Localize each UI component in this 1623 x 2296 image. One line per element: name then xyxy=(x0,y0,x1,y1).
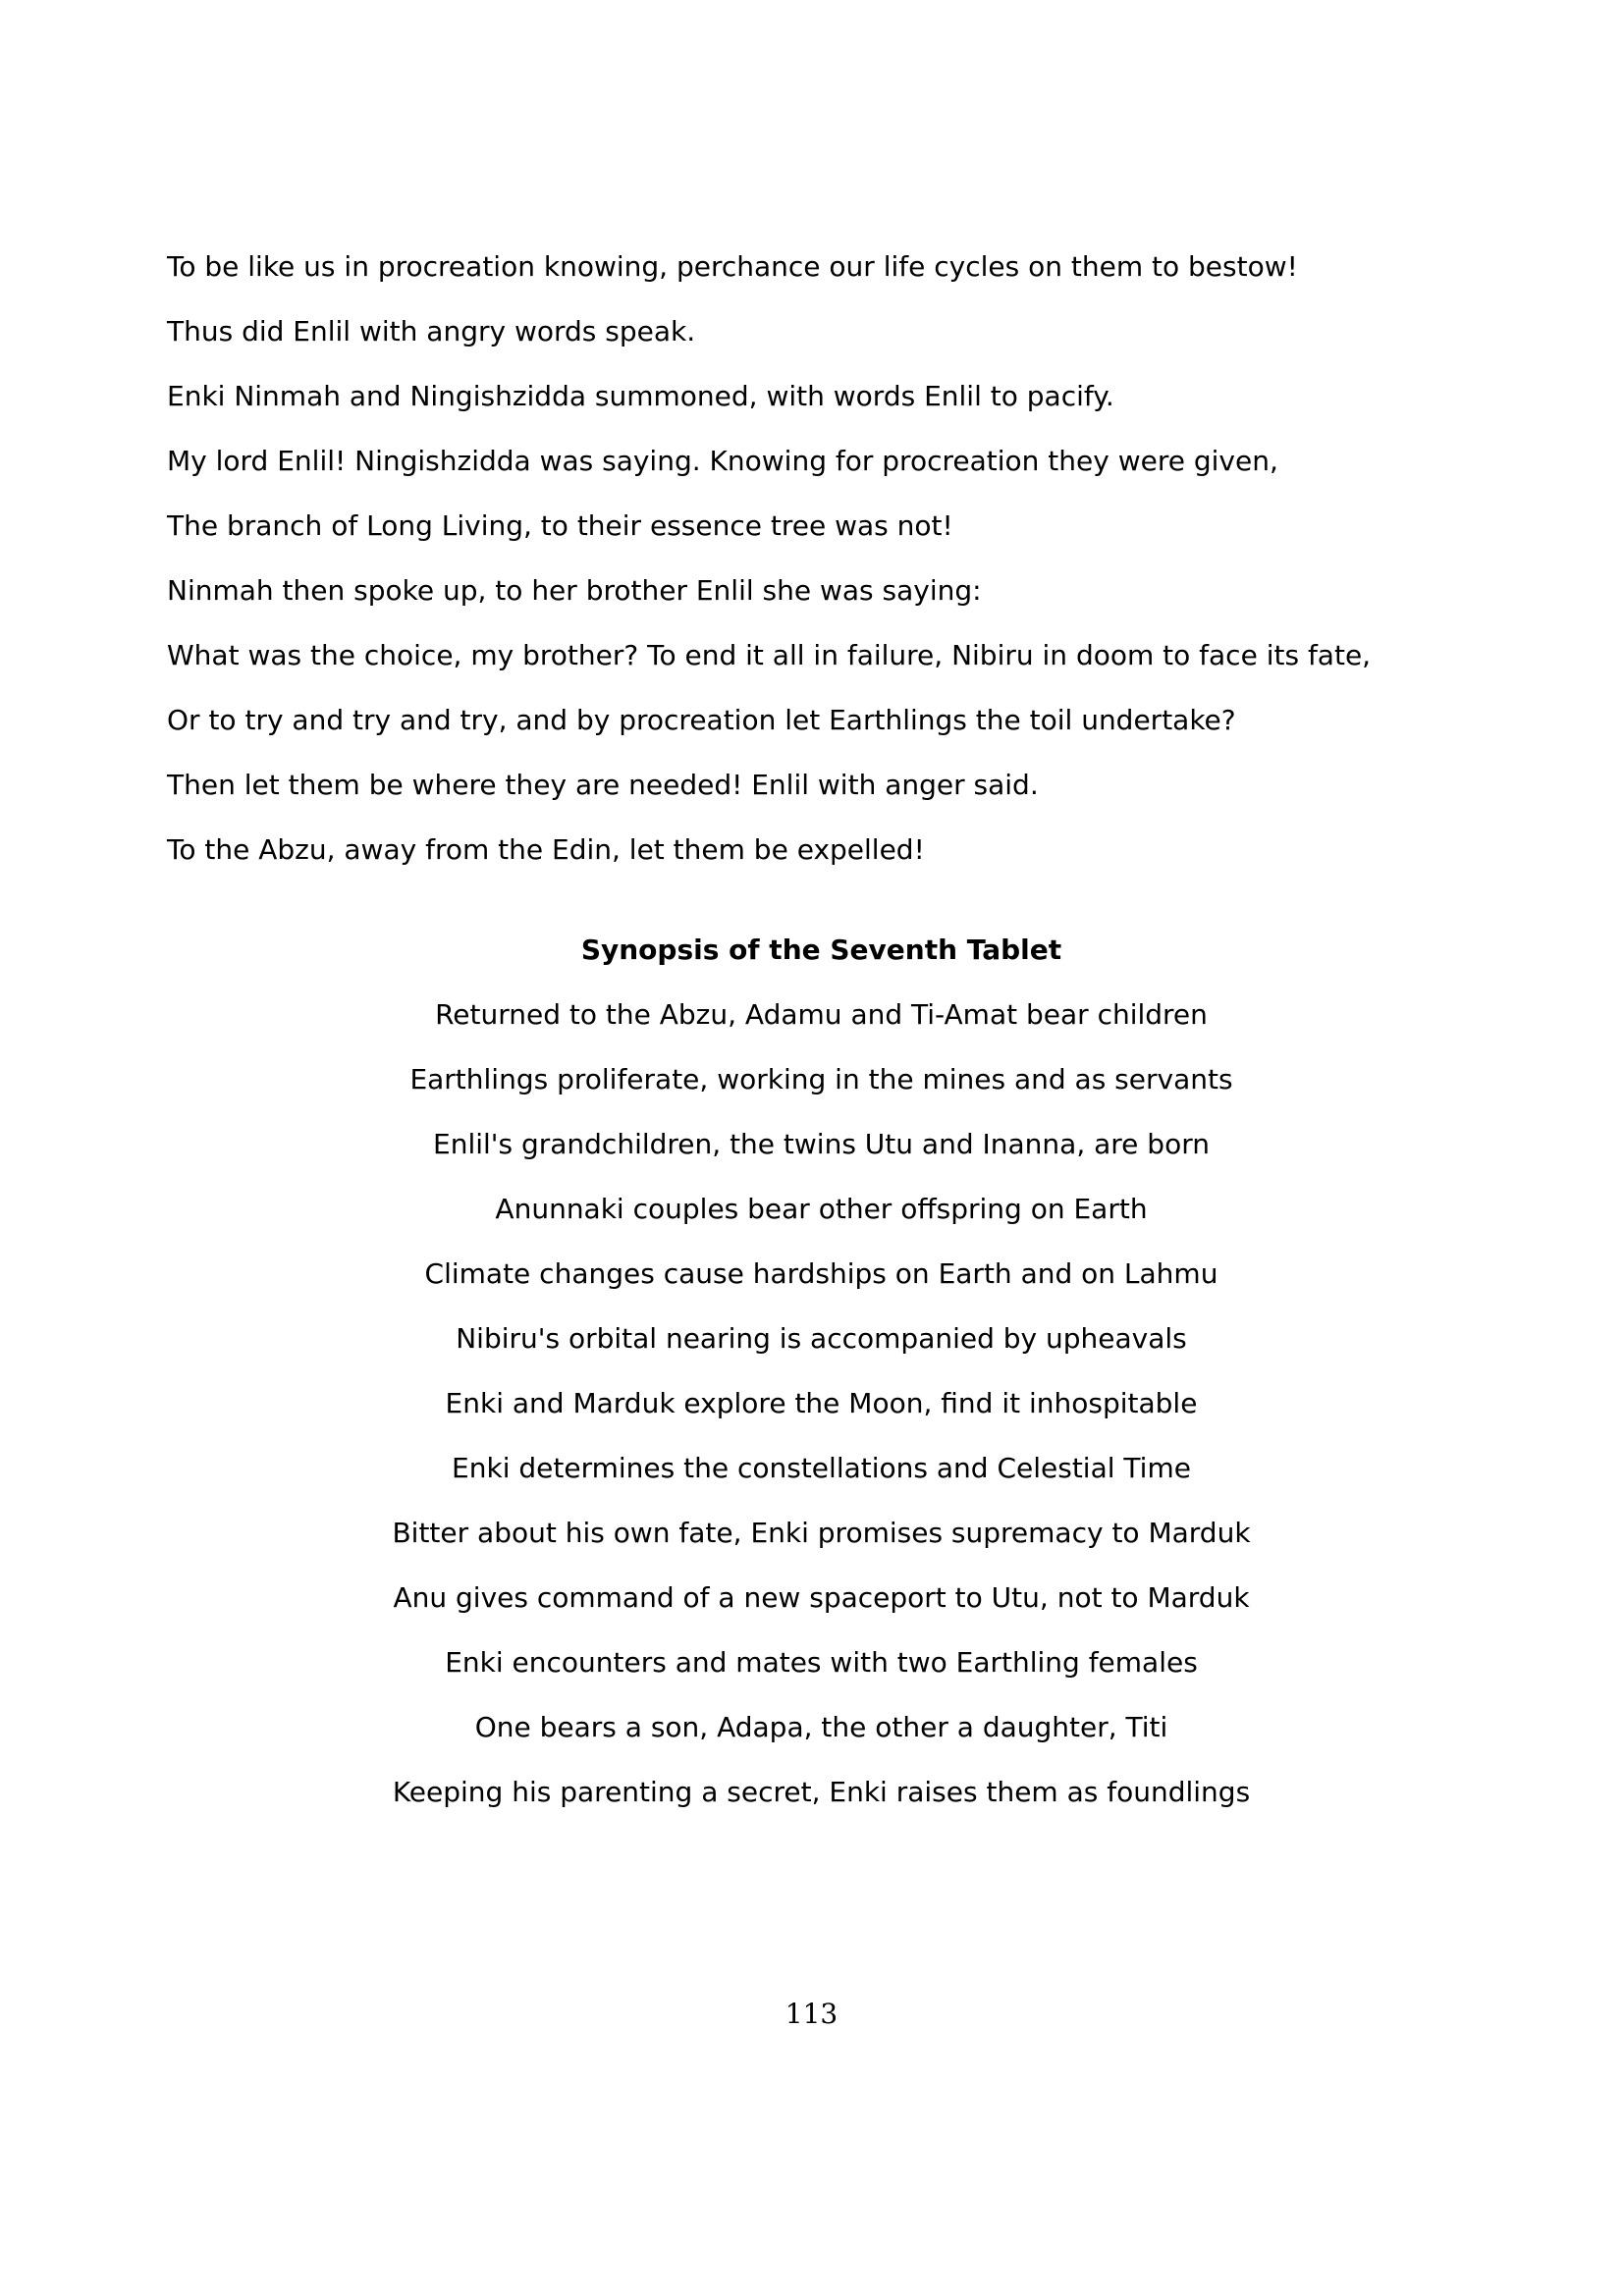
verse-line: The branch of Long Living, to their essence tree was not! xyxy=(167,509,953,542)
synopsis-item: Bitter about his own fate, Enki promises supremacy to Marduk xyxy=(392,1517,1251,1549)
synopsis-heading: Synopsis of the Seventh Tablet xyxy=(580,934,1062,966)
verse-line: Enki Ninmah and Ningishzidda summoned, with words Enlil to pacify. xyxy=(167,380,1114,412)
synopsis-item: Enki and Marduk explore the Moon, find it inhospitable xyxy=(445,1387,1198,1419)
verse-text xyxy=(167,247,1502,895)
synopsis-item: One bears a son, Adapa, the other a daughter, Titi xyxy=(474,1711,1168,1743)
verse-line: Or to try and try and try, and by procreation let Earthlings the toil undertake? xyxy=(167,704,1236,736)
synopsis-item: Enki determines the constellations and Celestial Time xyxy=(452,1452,1191,1484)
synopsis-item: Nibiru's orbital nearing is accompanied by upheavals xyxy=(456,1322,1187,1355)
verse-line: Then let them be where they are needed! Enlil with anger said. xyxy=(167,769,1039,801)
synopsis-item: Keeping his parenting a secret, Enki raises them as foundlings xyxy=(392,1776,1251,1808)
verse-line: To be like us in procreation knowing, perchance our life cycles on them to bestow! xyxy=(167,250,1298,283)
synopsis-item: Returned to the Abzu, Adamu and Ti-Amat bear children xyxy=(435,998,1208,1031)
verse-line: Ninmah then spoke up, to her brother Enlil she was saying: xyxy=(167,574,982,607)
synopsis-item: Enki encounters and mates with two Earthling females xyxy=(445,1646,1198,1679)
verse-line: To the Abzu, away from the Edin, let them be expelled! xyxy=(167,833,925,866)
page-number: 113 xyxy=(784,1998,839,2030)
synopsis-section xyxy=(295,931,1348,1838)
synopsis-item: Earthlings proliferate, working in the mines and as servants xyxy=(409,1063,1233,1095)
synopsis-item: Anunnaki couples bear other offspring on Earth xyxy=(495,1193,1148,1225)
synopsis-item: Anu gives command of a new spaceport to Utu, not to Marduk xyxy=(393,1581,1250,1614)
verse-line: Thus did Enlil with angry words speak. xyxy=(167,315,696,347)
synopsis-item: Enlil's grandchildren, the twins Utu and Inanna, are born xyxy=(433,1128,1210,1160)
synopsis-item: Climate changes cause hardships on Earth and on Lahmu xyxy=(424,1257,1218,1290)
verse-line: My lord Enlil! Ningishzidda was saying. Knowing for procreation they were given, xyxy=(167,445,1278,477)
verse-line: What was the choice, my brother? To end it all in failure, Nibiru in doom to face its fate, xyxy=(167,639,1372,671)
